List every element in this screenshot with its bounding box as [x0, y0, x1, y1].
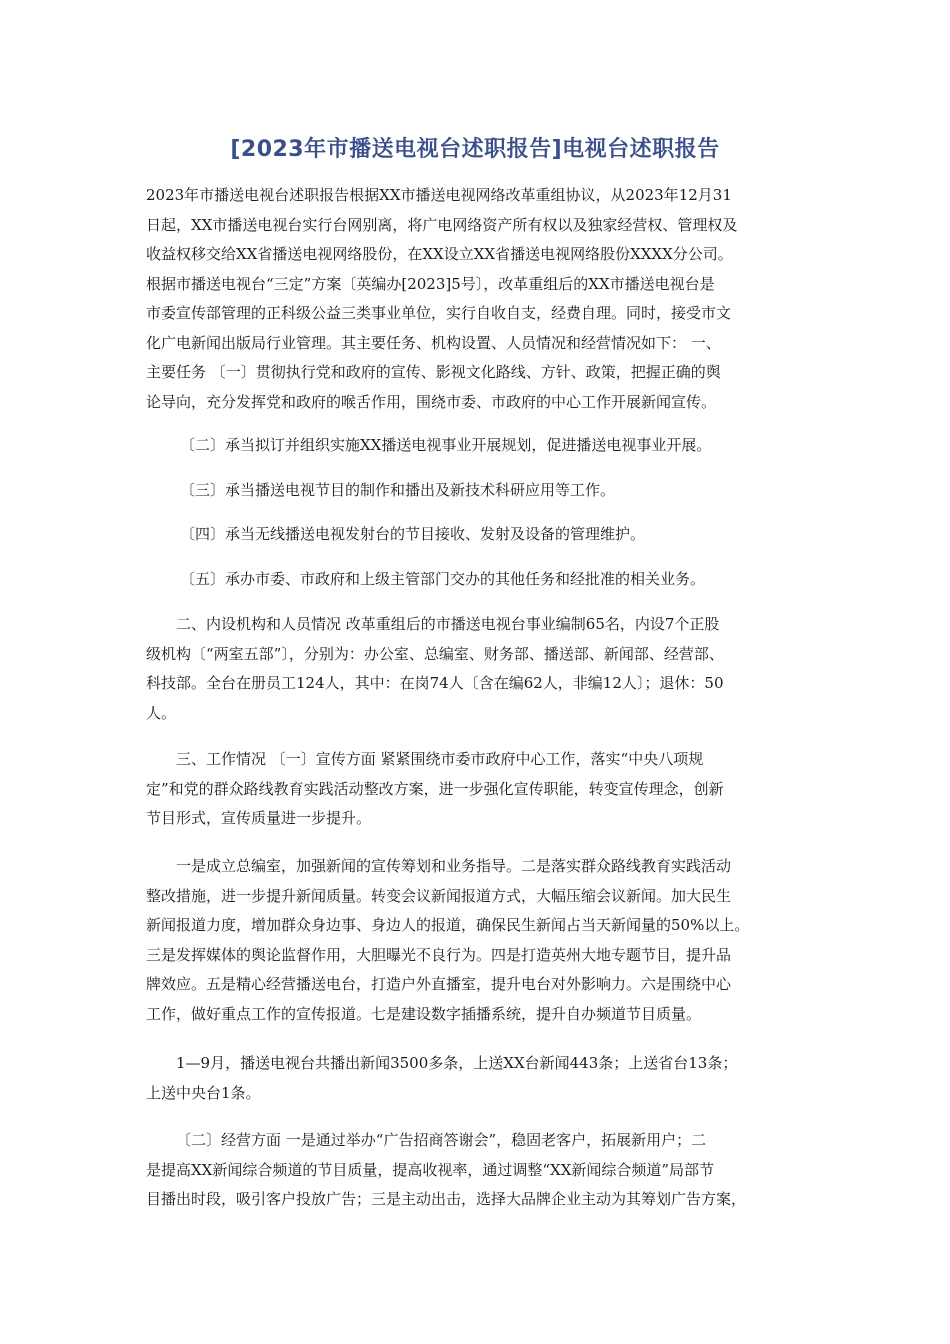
text-line: 〔四〕承当无线播送电视发射台的节目接收、发射及设备的管理维护。	[180, 525, 646, 543]
text-line: 级机构〔“两室五部”〕，分别为：办公室、总编室、财务部、播送部、新闻部、经营部、	[146, 644, 724, 663]
text-line: 工作，做好重点工作的宣传报道。七是建设数字插播系统，提升自办频道节目质量。	[146, 1004, 702, 1023]
text-line: 〔三〕承当播送电视节目的制作和播出及新技术科研应用等工作。	[180, 481, 616, 499]
text-line: 牌效应。五是精心经营播送电台，打造户外直播室，提升电台对外影响力。六是围绕中心	[146, 975, 732, 993]
text-line: 〔二〕经营方面 一是通过举办“广告招商答谢会”，稳固老客户，拓展新用户；二	[176, 1131, 707, 1149]
text-line: 主要任务 〔一〕贯彻执行党和政府的宣传、影视文化路线、方针、政策，把握正确的舆	[146, 363, 721, 381]
text-line: 是提高XX新闻综合频道的节目质量，提高收视率，通过调整“XX新闻综合频道”局部节	[146, 1160, 715, 1179]
paragraph-task-5	[146, 565, 844, 595]
paragraph-work-details	[146, 852, 810, 1029]
text-line: 日起，XX市播送电视台实行台网别离，将广电网络资产所有权以及独家经营权、管理权及	[146, 215, 738, 234]
text-line: 定”和党的群众路线教育实践活动整改方案，进一步强化宣传职能，转变宣传理念，创新	[146, 779, 724, 798]
text-line: 论导向，充分发挥党和政府的喉舌作用，围绕市委、市政府的中心工作开展新闻宣传。	[146, 392, 717, 411]
paragraph-task-4	[146, 520, 844, 550]
paragraph-news-stats	[146, 1049, 810, 1108]
text-line: 〔五〕承办市委、市政府和上级主管部门交办的其他任务和经批准的相关业务。	[180, 570, 706, 588]
text-line: 三、工作情况 〔一〕宣传方面 紧紧围绕市委市政府中心工作，落实“中央八项规	[176, 750, 704, 768]
text-line: 整改措施，进一步提升新闻质量。转变会议新闻报道方式，大幅压缩会议新闻。加大民生	[146, 886, 732, 905]
text-line: 收益权移交给XX省播送电视网络股份，在XX设立XX省播送电视网络股份XXXX分公司。	[146, 245, 733, 263]
paragraph-organization	[146, 610, 810, 728]
text-line: 人。	[146, 703, 177, 722]
text-line: 三是发挥媒体的舆论监督作用，大胆曝光不良行为。四是打造英州大地专题节目，提升品	[146, 945, 732, 964]
text-line: 1—9月，播送电视台共播出新闻3500多条，上送XX台新闻443条；上送省台13条；	[176, 1054, 738, 1072]
document-title: [2023年市播送电视台述职报告]电视台述职报告	[230, 137, 720, 162]
paragraph-intro	[146, 181, 810, 417]
text-line: 上送中央台1条。	[146, 1083, 261, 1102]
paragraph-work-overview	[146, 745, 810, 834]
text-line: 2023年市播送电视台述职报告根据XX市播送电视网络改革重组协议，从2023年12月31	[146, 186, 732, 204]
text-line: 根据市播送电视台“三定”方案〔英编办[2023]5号〕，改革重组后的XX市播送电视台是	[146, 274, 715, 293]
text-line: 新闻报道力度，增加群众身边事、身边人的报道，确保民生新闻占当天新闻量的50%以上。	[146, 916, 750, 934]
text-line: 市委宣传部管理的正科级公益三类事业单位，实行自收自支，经费自理。同时，接受市文	[146, 304, 732, 322]
paragraph-business	[146, 1126, 810, 1215]
paragraph-task-3	[146, 476, 844, 506]
text-line: 节目形式，宣传质量进一步提升。	[146, 809, 372, 827]
text-line: 〔二〕承当拟订并组织实施XX播送电视事业开展规划，促进播送电视事业开展。	[180, 436, 712, 454]
paragraph-task-2	[146, 431, 844, 461]
text-line: 一是成立总编室，加强新闻的宣传筹划和业务指导。二是落实群众路线教育实践活动	[176, 857, 732, 875]
text-line: 目播出时段，吸引客户投放广告；三是主动出击，选择大品牌企业主动为其筹划广告方案，	[146, 1190, 747, 1208]
text-line: 科技部。全台在册员工124人，其中：在岗74人〔含在编62人，非编12人〕；退休：50	[146, 674, 724, 692]
text-line: 二、内设机构和人员情况 改革重组后的市播送电视台事业编制65名，内设7个正股	[176, 615, 720, 633]
text-line: 化广电新闻出版局行业管理。其主要任务、机构设置、人员情况和经营情况如下： 一、	[146, 333, 721, 352]
